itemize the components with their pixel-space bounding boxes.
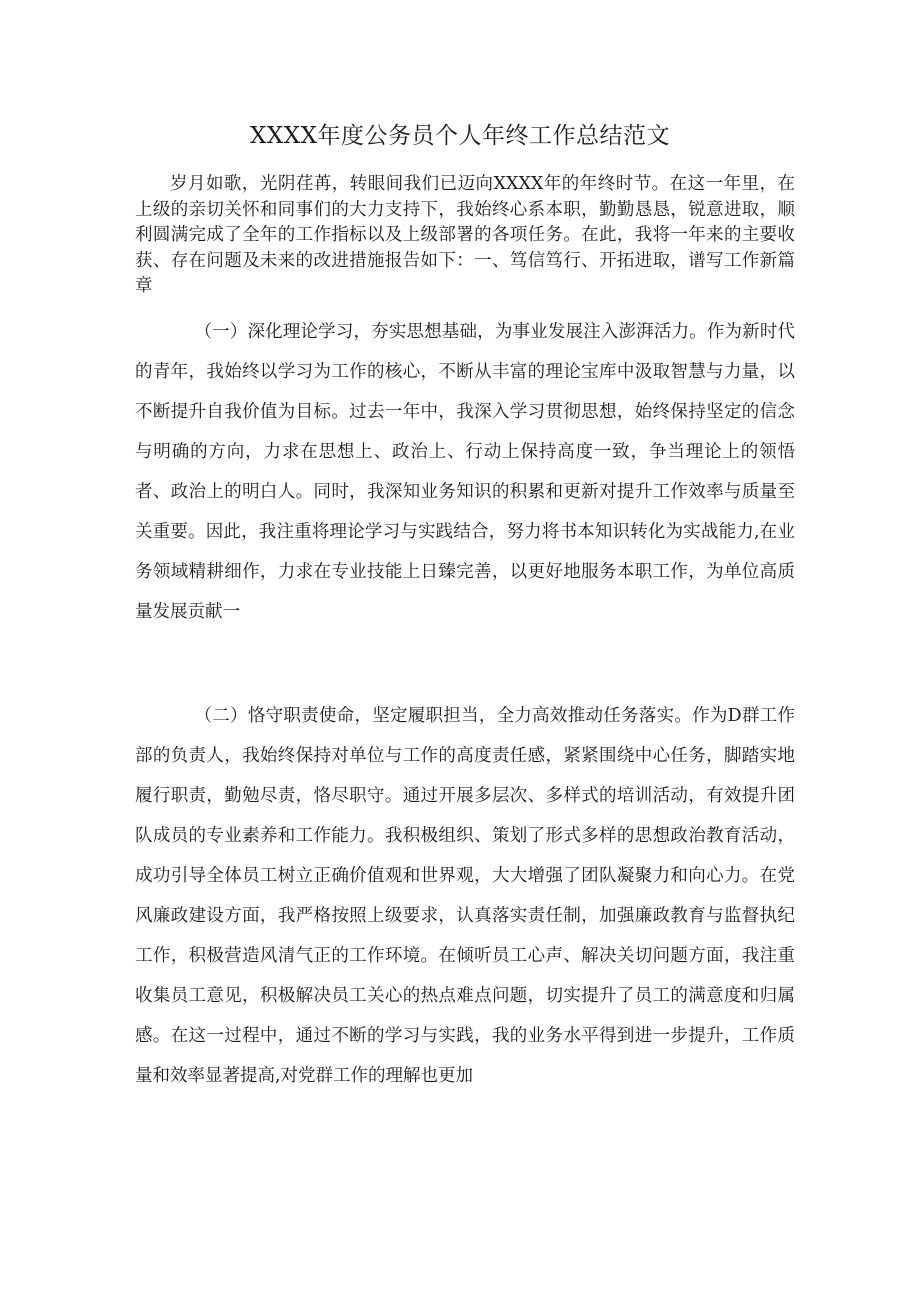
- section-2-paragraph: （二）恪守职责使命，坚定履职担当，全力高效推动任务落实。作为D群工作部的负责人，我始终保持对单位与工作的高度责任感，紧紧围绕中心任务，脚踏实地履行职责，勤勉尽责，恪尽职守。通过开展多层次、多样式的培训活动，有效提升团队成员的专业素养和工作能力。我积极组织、策划了形式多样的思想政治教育活动，成功引导全体员工树立正确价值观和世界观，大大增强了团队凝聚力和向心力。在党风廉政建设方面，我严格按照上级要求，认真落实责任制，加强廉政教育与监督执纪工作，积极营造风清气正的工作环境。在倾听员工心声、解决关切问题方面，我注重收集员工意见，积极解决员工关心的热点难点问题，切实提升了员工的满意度和归属感。在这一过程中，通过不断的学习与实践，我的业务水平得到进一步提升，工作质量和效率显著提高,对党群工作的理解也更加: [135, 706, 795, 1086]
- document-title: XXXX年度公务员个人年终工作总结范文: [250, 123, 670, 149]
- intro-paragraph: 岁月如歌，光阴荏苒，转眼间我们已迈向XXXX年的年终时节。在这一年里，在上级的亲切关怀和同事们的大力支持下，我始终心系本职，勤勤恳恳，锐意进取，顺利圆满完成了全年的工作指标以及上级部署的各项任务。在此，我将一年来的主要收获、存在问题及未来的改进措施报告如下：一、笃信笃行、开拓进取，谱写工作新篇章: [135, 174, 795, 296]
- section-1-paragraph: （一）深化理论学习，夯实思想基础，为事业发展注入澎湃活力。作为新时代的青年，我始终以学习为工作的核心，不断从丰富的理论宝库中汲取智慧与力量，以不断提升自我价值为目标。过去一年中，我深入学习贯彻思想，始终保持坚定的信念与明确的方向，力求在思想上、政治上、行动上保持高度一致，争当理论上的领悟者、政治上的明白人。同时，我深知业务知识的积累和更新对提升工作效率与质量至关重要。因此，我注重将理论学习与实践结合，努力将书本知识转化为实战能力,在业务领域精耕细作，力求在专业技能上日臻完善，以更好地服务本职工作，为单位高质量发展贡献一: [135, 322, 795, 622]
